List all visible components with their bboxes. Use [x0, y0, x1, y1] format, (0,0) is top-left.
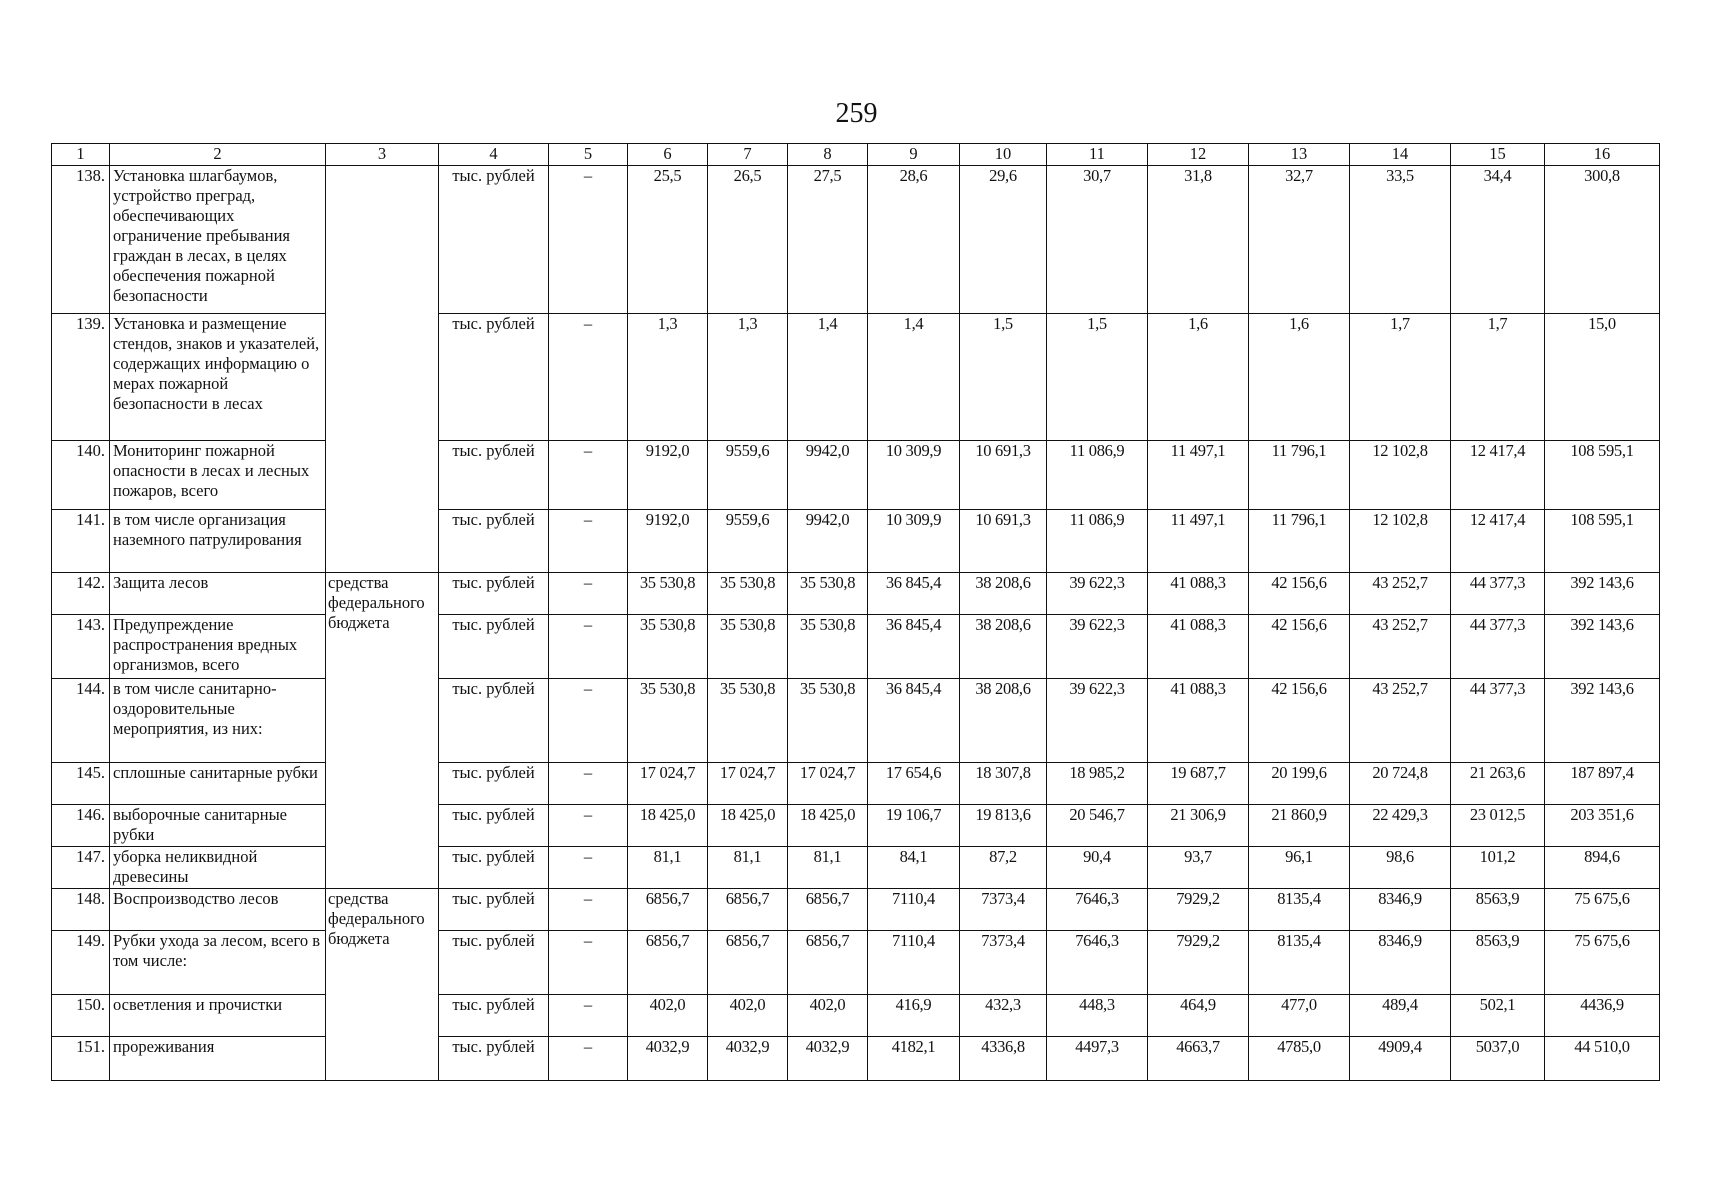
- value-cell: 38 208,6: [960, 573, 1047, 615]
- value-cell: 1,5: [1047, 314, 1148, 441]
- value-cell: 489,4: [1350, 995, 1451, 1037]
- row-number-cell: 138.: [52, 166, 110, 314]
- value-cell: 39 622,3: [1047, 573, 1148, 615]
- unit-cell: тыс. рублей: [439, 763, 549, 805]
- value-cell: 8346,9: [1350, 889, 1451, 931]
- table-body: [52, 166, 1660, 1081]
- value-cell: 101,2: [1451, 847, 1545, 889]
- value-cell: 1,4: [788, 314, 868, 441]
- value-cell: 402,0: [708, 995, 788, 1037]
- table-row: [52, 679, 1660, 763]
- unit-cell: тыс. рублей: [439, 314, 549, 441]
- value-cell: 108 595,1: [1545, 441, 1660, 510]
- activity-name-cell: Защита лесов: [110, 573, 326, 615]
- value-cell: 44 377,3: [1451, 679, 1545, 763]
- value-cell: 35 530,8: [788, 679, 868, 763]
- value-cell: 18 425,0: [628, 805, 708, 847]
- row-number-cell: 139.: [52, 314, 110, 441]
- table-row: [52, 615, 1660, 679]
- column5-cell: –: [549, 805, 628, 847]
- value-cell: 4032,9: [708, 1037, 788, 1081]
- activity-name-cell: уборка неликвидной древесины: [110, 847, 326, 889]
- value-cell: 44 377,3: [1451, 573, 1545, 615]
- value-cell: 10 691,3: [960, 441, 1047, 510]
- value-cell: 42 156,6: [1249, 615, 1350, 679]
- unit-cell: тыс. рублей: [439, 931, 549, 995]
- value-cell: 6856,7: [788, 931, 868, 995]
- value-cell: 20 546,7: [1047, 805, 1148, 847]
- value-cell: 75 675,6: [1545, 889, 1660, 931]
- table-row: [52, 314, 1660, 441]
- value-cell: 11 497,1: [1148, 441, 1249, 510]
- value-cell: 36 845,4: [868, 679, 960, 763]
- row-number-cell: 151.: [52, 1037, 110, 1081]
- activity-name-cell: осветления и прочистки: [110, 995, 326, 1037]
- value-cell: 36 845,4: [868, 573, 960, 615]
- table-row: [52, 510, 1660, 573]
- column5-cell: –: [549, 1037, 628, 1081]
- value-cell: 1,7: [1350, 314, 1451, 441]
- value-cell: 43 252,7: [1350, 615, 1451, 679]
- unit-cell: тыс. рублей: [439, 1037, 549, 1081]
- row-number-cell: 150.: [52, 995, 110, 1037]
- row-number-cell: 146.: [52, 805, 110, 847]
- value-cell: 34,4: [1451, 166, 1545, 314]
- column-header: 10: [960, 144, 1047, 166]
- value-cell: 4336,8: [960, 1037, 1047, 1081]
- value-cell: 448,3: [1047, 995, 1148, 1037]
- value-cell: 28,6: [868, 166, 960, 314]
- value-cell: 4497,3: [1047, 1037, 1148, 1081]
- value-cell: 108 595,1: [1545, 510, 1660, 573]
- row-number-cell: 148.: [52, 889, 110, 931]
- value-cell: 35 530,8: [628, 679, 708, 763]
- value-cell: 7373,4: [960, 889, 1047, 931]
- page-number: 259: [835, 98, 878, 129]
- value-cell: 87,2: [960, 847, 1047, 889]
- value-cell: 42 156,6: [1249, 679, 1350, 763]
- column-header: 16: [1545, 144, 1660, 166]
- value-cell: 432,3: [960, 995, 1047, 1037]
- value-cell: 81,1: [628, 847, 708, 889]
- unit-cell: тыс. рублей: [439, 615, 549, 679]
- column5-cell: –: [549, 615, 628, 679]
- funding-source-cell-empty: [326, 166, 439, 573]
- value-cell: 7110,4: [868, 931, 960, 995]
- table-row: [52, 995, 1660, 1037]
- table-row: [52, 1037, 1660, 1081]
- table-row: [52, 847, 1660, 889]
- activity-name-cell: Рубки ухода за лесом, всего в том числе:: [110, 931, 326, 995]
- unit-cell: тыс. рублей: [439, 679, 549, 763]
- value-cell: 4182,1: [868, 1037, 960, 1081]
- funding-source-cell: средства федерального бюджета: [326, 889, 439, 1081]
- value-cell: 19 687,7: [1148, 763, 1249, 805]
- value-cell: 9559,6: [708, 510, 788, 573]
- value-cell: 7646,3: [1047, 931, 1148, 995]
- value-cell: 18 425,0: [708, 805, 788, 847]
- value-cell: 10 309,9: [868, 441, 960, 510]
- value-cell: 84,1: [868, 847, 960, 889]
- value-cell: 477,0: [1249, 995, 1350, 1037]
- value-cell: 894,6: [1545, 847, 1660, 889]
- value-cell: 4663,7: [1148, 1037, 1249, 1081]
- value-cell: 19 813,6: [960, 805, 1047, 847]
- value-cell: 41 088,3: [1148, 615, 1249, 679]
- column5-cell: –: [549, 931, 628, 995]
- value-cell: 392 143,6: [1545, 679, 1660, 763]
- value-cell: 96,1: [1249, 847, 1350, 889]
- table-row: [52, 931, 1660, 995]
- value-cell: 11 497,1: [1148, 510, 1249, 573]
- column5-cell: –: [549, 679, 628, 763]
- value-cell: 39 622,3: [1047, 679, 1148, 763]
- value-cell: 8135,4: [1249, 931, 1350, 995]
- row-number-cell: 141.: [52, 510, 110, 573]
- table-row: [52, 573, 1660, 615]
- value-cell: 8563,9: [1451, 889, 1545, 931]
- value-cell: 18 985,2: [1047, 763, 1148, 805]
- value-cell: 81,1: [708, 847, 788, 889]
- row-number-cell: 143.: [52, 615, 110, 679]
- value-cell: 392 143,6: [1545, 573, 1660, 615]
- activity-name-cell: выборочные санитарные рубки: [110, 805, 326, 847]
- column-header: 6: [628, 144, 708, 166]
- table-row: [52, 441, 1660, 510]
- column-header: 4: [439, 144, 549, 166]
- row-number-cell: 147.: [52, 847, 110, 889]
- value-cell: 18 425,0: [788, 805, 868, 847]
- value-cell: 6856,7: [708, 931, 788, 995]
- value-cell: 1,5: [960, 314, 1047, 441]
- value-cell: 43 252,7: [1350, 679, 1451, 763]
- value-cell: 11 086,9: [1047, 510, 1148, 573]
- value-cell: 15,0: [1545, 314, 1660, 441]
- unit-cell: тыс. рублей: [439, 510, 549, 573]
- row-number-cell: 144.: [52, 679, 110, 763]
- value-cell: 7929,2: [1148, 889, 1249, 931]
- column-header: 7: [708, 144, 788, 166]
- unit-cell: тыс. рублей: [439, 166, 549, 314]
- funding-source-cell: средства федерального бюджета: [326, 573, 439, 889]
- table-row: [52, 166, 1660, 314]
- value-cell: 10 309,9: [868, 510, 960, 573]
- value-cell: 30,7: [1047, 166, 1148, 314]
- activity-name-cell: сплошные санитарные рубки: [110, 763, 326, 805]
- column-header: 12: [1148, 144, 1249, 166]
- row-number-cell: 149.: [52, 931, 110, 995]
- value-cell: 33,5: [1350, 166, 1451, 314]
- value-cell: 1,3: [708, 314, 788, 441]
- column-number-row: [52, 144, 1660, 166]
- value-cell: 31,8: [1148, 166, 1249, 314]
- value-cell: 44 510,0: [1545, 1037, 1660, 1081]
- value-cell: 402,0: [788, 995, 868, 1037]
- value-cell: 464,9: [1148, 995, 1249, 1037]
- activity-name-cell: Установка и размещение стендов, знаков и указателей, содержащих информацию о мерах пожарной безопасности в лесах: [110, 314, 326, 441]
- activity-name-cell: в том числе организация наземного патрулирования: [110, 510, 326, 573]
- table-row: [52, 805, 1660, 847]
- value-cell: 17 654,6: [868, 763, 960, 805]
- value-cell: 11 086,9: [1047, 441, 1148, 510]
- column-header: 11: [1047, 144, 1148, 166]
- value-cell: 9192,0: [628, 441, 708, 510]
- value-cell: 35 530,8: [708, 573, 788, 615]
- value-cell: 8563,9: [1451, 931, 1545, 995]
- value-cell: 11 796,1: [1249, 441, 1350, 510]
- value-cell: 35 530,8: [788, 573, 868, 615]
- value-cell: 35 530,8: [708, 615, 788, 679]
- table-row: [52, 889, 1660, 931]
- value-cell: 11 796,1: [1249, 510, 1350, 573]
- value-cell: 26,5: [708, 166, 788, 314]
- unit-cell: тыс. рублей: [439, 805, 549, 847]
- column-header: 5: [549, 144, 628, 166]
- value-cell: 35 530,8: [708, 679, 788, 763]
- column5-cell: –: [549, 763, 628, 805]
- value-cell: 41 088,3: [1148, 573, 1249, 615]
- value-cell: 7646,3: [1047, 889, 1148, 931]
- value-cell: 4032,9: [628, 1037, 708, 1081]
- activity-name-cell: в том числе санитарно-оздоровительные мероприятия, из них:: [110, 679, 326, 763]
- value-cell: 22 429,3: [1350, 805, 1451, 847]
- value-cell: 7110,4: [868, 889, 960, 931]
- value-cell: 203 351,6: [1545, 805, 1660, 847]
- column-header: 9: [868, 144, 960, 166]
- value-cell: 42 156,6: [1249, 573, 1350, 615]
- column-header: 8: [788, 144, 868, 166]
- unit-cell: тыс. рублей: [439, 441, 549, 510]
- table-row: [52, 763, 1660, 805]
- value-cell: 416,9: [868, 995, 960, 1037]
- column-header: 13: [1249, 144, 1350, 166]
- value-cell: 90,4: [1047, 847, 1148, 889]
- budget-table: [51, 143, 1660, 1081]
- value-cell: 25,5: [628, 166, 708, 314]
- value-cell: 23 012,5: [1451, 805, 1545, 847]
- row-number-cell: 145.: [52, 763, 110, 805]
- value-cell: 1,6: [1249, 314, 1350, 441]
- value-cell: 12 102,8: [1350, 510, 1451, 573]
- column5-cell: –: [549, 573, 628, 615]
- value-cell: 93,7: [1148, 847, 1249, 889]
- value-cell: 43 252,7: [1350, 573, 1451, 615]
- column-header: 1: [52, 144, 110, 166]
- row-number-cell: 140.: [52, 441, 110, 510]
- value-cell: 9559,6: [708, 441, 788, 510]
- value-cell: 9942,0: [788, 441, 868, 510]
- value-cell: 36 845,4: [868, 615, 960, 679]
- value-cell: 21 306,9: [1148, 805, 1249, 847]
- row-number-cell: 142.: [52, 573, 110, 615]
- value-cell: 4032,9: [788, 1037, 868, 1081]
- unit-cell: тыс. рублей: [439, 847, 549, 889]
- value-cell: 300,8: [1545, 166, 1660, 314]
- value-cell: 5037,0: [1451, 1037, 1545, 1081]
- value-cell: 502,1: [1451, 995, 1545, 1037]
- value-cell: 4785,0: [1249, 1037, 1350, 1081]
- column5-cell: –: [549, 847, 628, 889]
- value-cell: 392 143,6: [1545, 615, 1660, 679]
- activity-name-cell: Воспроизводство лесов: [110, 889, 326, 931]
- value-cell: 12 417,4: [1451, 441, 1545, 510]
- value-cell: 17 024,7: [628, 763, 708, 805]
- value-cell: 35 530,8: [628, 615, 708, 679]
- value-cell: 18 307,8: [960, 763, 1047, 805]
- value-cell: 187 897,4: [1545, 763, 1660, 805]
- value-cell: 29,6: [960, 166, 1047, 314]
- value-cell: 98,6: [1350, 847, 1451, 889]
- column5-cell: –: [549, 441, 628, 510]
- value-cell: 6856,7: [628, 931, 708, 995]
- value-cell: 20 199,6: [1249, 763, 1350, 805]
- column-header: 2: [110, 144, 326, 166]
- column5-cell: –: [549, 510, 628, 573]
- value-cell: 1,4: [868, 314, 960, 441]
- value-cell: 39 622,3: [1047, 615, 1148, 679]
- value-cell: 20 724,8: [1350, 763, 1451, 805]
- value-cell: 12 102,8: [1350, 441, 1451, 510]
- value-cell: 6856,7: [788, 889, 868, 931]
- value-cell: 7373,4: [960, 931, 1047, 995]
- value-cell: 27,5: [788, 166, 868, 314]
- value-cell: 21 263,6: [1451, 763, 1545, 805]
- value-cell: 35 530,8: [628, 573, 708, 615]
- value-cell: 6856,7: [628, 889, 708, 931]
- value-cell: 75 675,6: [1545, 931, 1660, 995]
- value-cell: 41 088,3: [1148, 679, 1249, 763]
- column-header: 14: [1350, 144, 1451, 166]
- value-cell: 6856,7: [708, 889, 788, 931]
- value-cell: 81,1: [788, 847, 868, 889]
- value-cell: 21 860,9: [1249, 805, 1350, 847]
- value-cell: 12 417,4: [1451, 510, 1545, 573]
- value-cell: 17 024,7: [788, 763, 868, 805]
- activity-name-cell: Предупреждение распространения вредных организмов, всего: [110, 615, 326, 679]
- column5-cell: –: [549, 314, 628, 441]
- value-cell: 8135,4: [1249, 889, 1350, 931]
- column-header: 15: [1451, 144, 1545, 166]
- value-cell: 4436,9: [1545, 995, 1660, 1037]
- value-cell: 19 106,7: [868, 805, 960, 847]
- value-cell: 35 530,8: [788, 615, 868, 679]
- value-cell: 32,7: [1249, 166, 1350, 314]
- unit-cell: тыс. рублей: [439, 889, 549, 931]
- activity-name-cell: прореживания: [110, 1037, 326, 1081]
- value-cell: 38 208,6: [960, 679, 1047, 763]
- unit-cell: тыс. рублей: [439, 995, 549, 1037]
- value-cell: 4909,4: [1350, 1037, 1451, 1081]
- value-cell: 1,6: [1148, 314, 1249, 441]
- unit-cell: тыс. рублей: [439, 573, 549, 615]
- value-cell: 402,0: [628, 995, 708, 1037]
- value-cell: 9942,0: [788, 510, 868, 573]
- column5-cell: –: [549, 166, 628, 314]
- column5-cell: –: [549, 995, 628, 1037]
- value-cell: 7929,2: [1148, 931, 1249, 995]
- value-cell: 10 691,3: [960, 510, 1047, 573]
- activity-name-cell: Установка шлагбаумов, устройство преград, обеспечивающих ограничение пребывания граждан в лесах, в целях обеспечения пожарной безопасности: [110, 166, 326, 314]
- value-cell: 1,7: [1451, 314, 1545, 441]
- value-cell: 8346,9: [1350, 931, 1451, 995]
- column5-cell: –: [549, 889, 628, 931]
- value-cell: 17 024,7: [708, 763, 788, 805]
- column-header: 3: [326, 144, 439, 166]
- value-cell: 9192,0: [628, 510, 708, 573]
- value-cell: 1,3: [628, 314, 708, 441]
- value-cell: 38 208,6: [960, 615, 1047, 679]
- activity-name-cell: Мониторинг пожарной опасности в лесах и лесных пожаров, всего: [110, 441, 326, 510]
- value-cell: 44 377,3: [1451, 615, 1545, 679]
